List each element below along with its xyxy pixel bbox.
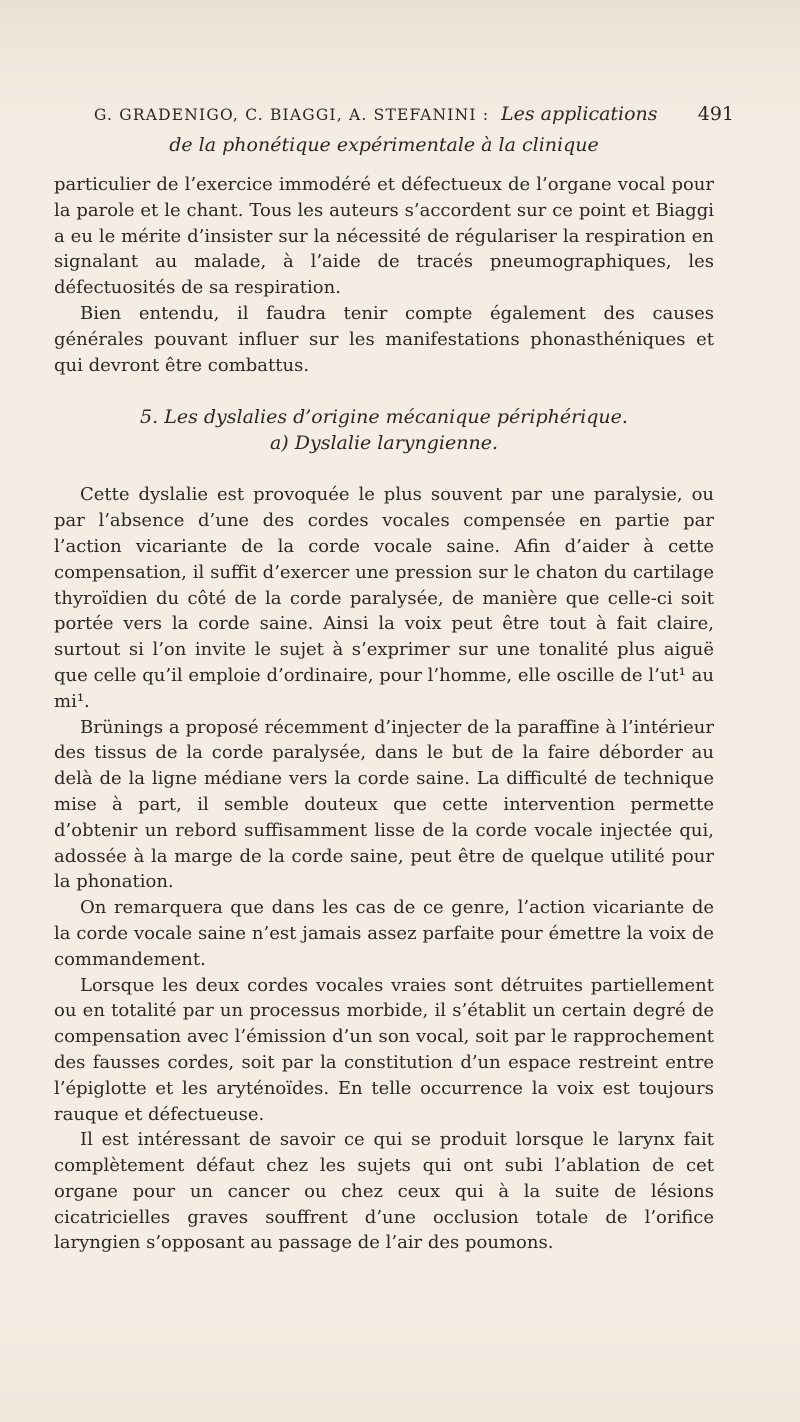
paragraph-2: Bien entendu, il faudra tenir compte également des causes générales pouvant influer sur les manifestations phonasthéniques et qui devront être combattus. bbox=[54, 302, 714, 376]
subsection-heading: a) Dyslalie laryngienne. bbox=[269, 432, 499, 455]
page-number: 491 bbox=[697, 103, 734, 125]
header-title-part1: Les applications bbox=[500, 103, 658, 125]
page-body bbox=[54, 172, 714, 1256]
header-authors: G. GRADENIGO, C. BIAGGI, A. STEFANINI : bbox=[94, 106, 490, 124]
paragraph-6: Lorsque les deux cordes vocales vraies sont détruites partiellement ou en totalité par un processus morbide, il s’établit un certain degré de compensation avec l’émission d’un son vocal, soit par le rapprochement des fausses cordes, soit par la constitution d’un espace restreint entre l’épiglotte et les aryténoïdes. En telle occurrence la voix est toujours rauque et défectueuse. bbox=[54, 974, 714, 1125]
paragraph-3: Cette dyslalie est provoquée le plus souvent par une paralysie, ou par l’absence d’une des cordes vocales compensée en partie par l’action vicariante de la corde vocale saine. Afin d’aider à cette compensation, il suffit d’exercer une pression sur le chaton du cartilage thyroïdien du côté de la corde paralysée, de manière que celle-ci soit portée vers la corde saine. Ainsi la voix peut être tout à fait claire, surtout si l’on invite le sujet à s’exprimer sur une tonalité plus aiguë que celle qu’il emploie d’ordinaire, pour l’homme, elle oscille de l’ut¹ au mi¹. bbox=[54, 484, 714, 712]
header-title-part2: de la phonétique expérimentale à la clinique bbox=[169, 134, 599, 156]
running-head-left bbox=[94, 100, 658, 130]
running-head-line bbox=[94, 100, 734, 130]
paragraph-5: On remarquera que dans les cas de ce genre, l’action vicariante de la corde vocale saine n’est jamais assez parfaite pour émettre la voix de commandement. bbox=[54, 897, 714, 970]
section-heading: 5. Les dyslalies d’origine mécanique périphérique. bbox=[140, 406, 628, 429]
paragraph-1: particulier de l’exercice immodéré et défectueux de l’organe vocal pour la parole et le chant. Tous les auteurs s’accordent sur ce point et Biaggi a eu le mérite d’insister sur la nécessité de régulariser la respiration en signalant au malade, à l’aide de tracés pneumographiques, les défectuosités de sa respiration. bbox=[54, 174, 714, 299]
paragraph-4: Brünings a proposé récemment d’injecter de la paraffine à l’intérieur des tissus de la corde paralysée, dans le but de la faire déborder au delà de la ligne médiane vers la corde saine. La difficulté de technique mise à part, il semble douteux que cette intervention permette d’obtenir un rebord suffisamment lisse de la corde vocale injectée qui, adossée à la marge de la corde saine, peut être de quelque utilité pour la phonation. bbox=[54, 716, 714, 893]
paragraph-7: Il est intéressant de savoir ce qui se produit lorsque le larynx fait complètement défaut chez les sujets qui ont subi l’ablation de cet organe pour un cancer ou chez ceux qui à la suite de lésions cicatricielles graves souffrent d’une occlusion totale de l’orifice laryngien s’opposant au passage de l’air des poumons. bbox=[54, 1129, 714, 1254]
running-head bbox=[94, 100, 734, 160]
